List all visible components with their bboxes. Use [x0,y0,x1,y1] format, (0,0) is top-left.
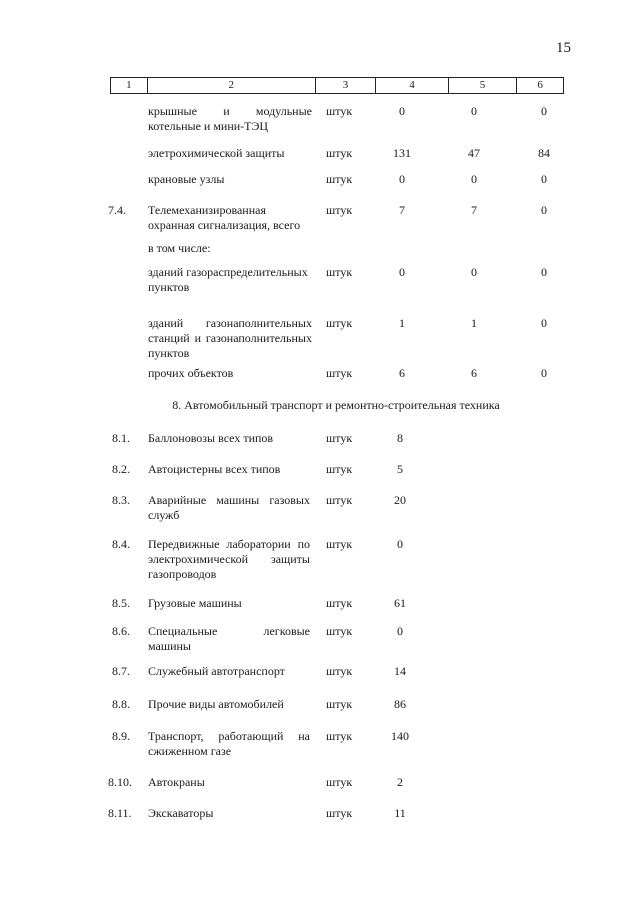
row-number: 7.4. [108,203,126,217]
row-name: зданий газонаполнительных станций и газонаполнительных пунктов [148,316,312,360]
row-value-col5: 0 [471,172,477,186]
row-unit: штук [326,493,353,507]
row-value-col4: 0 [399,265,405,279]
row-name: прочих объектов [148,366,234,380]
row-value-col4: 140 [391,729,409,743]
row-number: 8.8. [112,697,130,711]
row-value-col5: 7 [471,203,477,217]
row-number: 8.6. [112,624,130,638]
row-number: 8.10. [108,775,132,789]
row-unit: штук [326,104,353,118]
row-unit: штук [326,596,353,610]
header-cell-1: 1 [110,78,148,93]
row-value-col6: 0 [541,104,547,118]
row-unit: штук [326,366,353,380]
row-value-col4: 0 [397,537,403,551]
row-unit: штук [326,664,353,678]
row-name: в том числе: [148,241,211,255]
row-value-col4: 1 [399,316,405,330]
row-value-col4: 8 [397,431,403,445]
row-unit: штук [326,316,353,330]
row-unit: штук [326,775,353,789]
row-value-col5: 6 [471,366,477,380]
header-cell-4: 4 [376,78,449,93]
row-value-col6: 0 [541,203,547,217]
table-header-row [110,77,564,94]
row-value-col5: 47 [468,146,480,160]
section-heading: 8. Автомобильный транспорт и ремонтно-строительная техника [172,398,500,412]
row-unit: штук [326,172,353,186]
row-value-col4: 14 [394,664,406,678]
row-value-col4: 11 [394,806,406,820]
row-number: 8.4. [112,537,130,551]
row-name: Передвижные лаборатории по электрохимической защиты газопроводов [148,537,310,581]
row-name: Телемеханизированная охранная сигнализация, всего [148,203,301,232]
row-value-col4: 0 [399,104,405,118]
row-unit: штук [326,146,353,160]
row-name: зданий газораспределительных пунктов [148,265,308,294]
row-value-col6: 84 [538,146,550,160]
row-name: Специальные легковые машины [148,624,310,653]
row-value-col4: 5 [397,462,403,476]
row-name: крановые узлы [148,172,225,186]
row-name: Служебный автотранспорт [148,664,285,678]
row-name: Экскаваторы [148,806,214,820]
row-value-col6: 0 [541,172,547,186]
row-unit: штук [326,431,353,445]
row-name: Транспорт, работающий на сжиженном газе [148,729,310,758]
row-value-col5: 1 [471,316,477,330]
row-value-col5: 0 [471,104,477,118]
row-number: 8.2. [112,462,130,476]
row-number: 8.9. [112,729,130,743]
row-name: Грузовые машины [148,596,242,610]
row-number: 8.7. [112,664,130,678]
row-unit: штук [326,265,353,279]
row-name: элетрохимической защиты [148,146,285,160]
row-value-col6: 0 [541,366,547,380]
row-name: Баллоновозы всех типов [148,431,274,445]
row-unit: штук [326,462,353,476]
row-value-col4: 7 [399,203,405,217]
row-unit: штук [326,537,353,551]
row-value-col4: 6 [399,366,405,380]
row-number: 8.11. [108,806,132,820]
row-unit: штук [326,697,353,711]
row-name: Автоцистерны всех типов [148,462,281,476]
row-value-col4: 86 [394,697,406,711]
row-value-col4: 61 [394,596,406,610]
header-cell-5: 5 [449,78,518,93]
row-number: 8.1. [112,431,130,445]
row-value-col6: 0 [541,265,547,279]
row-value-col5: 0 [471,265,477,279]
row-number: 8.5. [112,596,130,610]
row-value-col6: 0 [541,316,547,330]
header-cell-6: 6 [517,78,564,93]
row-number: 8.3. [112,493,130,507]
header-cell-3: 3 [316,78,377,93]
row-unit: штук [326,624,353,638]
row-value-col4: 0 [399,172,405,186]
header-cell-2: 2 [148,78,316,93]
row-unit: штук [326,806,353,820]
row-value-col4: 131 [393,146,411,160]
row-name: Прочие виды автомобилей [148,697,284,711]
row-unit: штук [326,203,353,217]
row-value-col4: 2 [397,775,403,789]
row-value-col4: 0 [397,624,403,638]
row-unit: штук [326,729,353,743]
row-name: крышные и модульные котельные и мини-ТЭЦ [148,104,312,133]
row-value-col4: 20 [394,493,406,507]
row-name: Аварийные машины газовых служб [148,493,310,522]
row-name: Автокраны [148,775,205,789]
page-number: 15 [556,40,571,56]
